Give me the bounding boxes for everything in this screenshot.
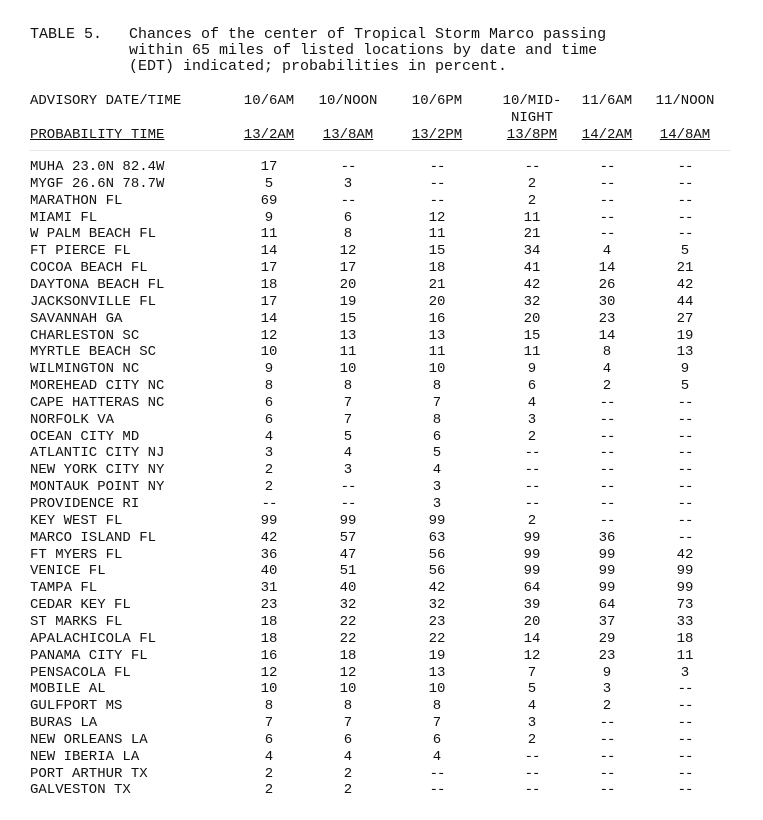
location-name: TAMPA FL [30,580,98,596]
probability-cell: 40 [339,580,357,596]
probability-cell: 22 [339,631,357,647]
location-name: PROVIDENCE RI [30,496,140,512]
probability-time-header: 13/8PM [506,127,558,143]
probability-cell: -- [677,159,693,175]
probability-cell: 14 [260,311,278,327]
location-name: PENSACOLA FL [30,665,131,681]
probability-cell: 3 [527,715,537,731]
probability-cell: -- [677,749,693,765]
probability-cell: 40 [260,563,278,579]
probability-cell: 73 [676,597,694,613]
probability-cell: 4 [432,462,442,478]
probability-cell: -- [599,715,615,731]
location-name: PORT ARTHUR TX [30,766,148,782]
probability-cell: 4 [602,243,612,259]
probability-cell: -- [677,530,693,546]
probability-cell: -- [677,193,693,209]
probability-cell: 10 [339,681,357,697]
probability-cell: 6 [343,210,353,226]
probability-cell: -- [599,782,615,798]
probability-cell: 14 [598,328,616,344]
probability-cell: 6 [264,395,274,411]
location-name: W PALM BEACH FL [30,226,157,242]
probability-cell: -- [677,496,693,512]
probability-cell: 2 [264,782,274,798]
probability-cell: -- [599,226,615,242]
probability-cell: 57 [339,530,357,546]
probability-cell: -- [599,732,615,748]
location-name: DAYTONA BEACH FL [30,277,165,293]
location-name: NORFOLK VA [30,412,115,428]
probability-cell: 20 [523,311,541,327]
probability-cell: 99 [598,580,616,596]
probability-cell: 10 [428,681,446,697]
probability-cell: 16 [260,648,278,664]
probability-cell: 2 [264,462,274,478]
location-name: CEDAR KEY FL [30,597,131,613]
probability-cell: 5 [432,445,442,461]
location-name: OCEAN CITY MD [30,429,140,445]
probability-cell: 20 [339,277,357,293]
probability-cell: 2 [527,732,537,748]
probability-cell: -- [677,445,693,461]
probability-cell: -- [429,176,445,192]
probability-cell: -- [677,176,693,192]
probability-cell: 5 [680,243,690,259]
probability-cell: 9 [527,361,537,377]
probability-cell: 6 [343,732,353,748]
probability-cell: -- [340,496,356,512]
location-name: VENICE FL [30,563,106,579]
probability-cell: 3 [602,681,612,697]
probability-cell: 5 [680,378,690,394]
probability-cell: -- [524,445,540,461]
probability-cell: 2 [264,479,274,495]
probability-cell: 8 [264,698,274,714]
probability-cell: 10 [260,344,278,360]
probability-cell: 11 [523,210,541,226]
probability-cell: 4 [432,749,442,765]
probability-cell: 15 [339,311,357,327]
probability-cell: 16 [428,311,446,327]
probability-cell: 15 [523,328,541,344]
advisory-time-header: 11/NOON [655,93,715,109]
location-name: FT MYERS FL [30,547,123,563]
location-name: NEW IBERIA LA [30,749,140,765]
probability-cell: 4 [264,749,274,765]
probability-cell: 8 [602,344,612,360]
probability-cell: 8 [343,226,353,242]
probability-cell: -- [677,766,693,782]
probability-cell: 36 [598,530,616,546]
probability-cell: 42 [260,530,278,546]
location-name: PANAMA CITY FL [30,648,148,664]
probability-cell: 2 [602,378,612,394]
probability-cell: 14 [598,260,616,276]
probability-cell: 4 [343,749,353,765]
probability-cell: 27 [676,311,694,327]
advisory-time-header: 10/6PM [411,93,463,109]
probability-cell: 7 [264,715,274,731]
probability-cell: 22 [428,631,446,647]
probability-cell: 23 [598,311,616,327]
probability-cell: -- [599,176,615,192]
probability-time-header: 13/2AM [243,127,295,143]
advisory-time-header: 11/6AM [581,93,633,109]
probability-cell: -- [429,159,445,175]
probability-cell: 42 [676,277,694,293]
probability-cell: 42 [676,547,694,563]
probability-cell: -- [677,226,693,242]
probability-cell: 9 [264,210,274,226]
probability-cell: 2 [527,176,537,192]
probability-cell: 99 [260,513,278,529]
probability-time-label: PROBABILITY TIME [30,127,165,143]
probability-cell: -- [677,513,693,529]
probability-time-header: 14/8AM [659,127,711,143]
probability-cell: 17 [339,260,357,276]
probability-cell: 2 [527,193,537,209]
probability-cell: 17 [260,294,278,310]
probability-cell: 47 [339,547,357,563]
probability-cell: -- [677,479,693,495]
probability-cell: 2 [343,766,353,782]
probability-cell: 12 [260,665,278,681]
probability-cell: 2 [602,698,612,714]
probability-cell: 18 [676,631,694,647]
probability-cell: 51 [339,563,357,579]
probability-time-header: 13/2PM [411,127,463,143]
location-name: MOBILE AL [30,681,106,697]
probability-cell: 18 [260,631,278,647]
probability-cell: -- [677,732,693,748]
probability-cell: -- [429,193,445,209]
probability-cell: 21 [676,260,694,276]
probability-time-header: 14/2AM [581,127,633,143]
probability-cell: 18 [260,277,278,293]
location-name: BURAS LA [30,715,98,731]
probability-cell: 9 [680,361,690,377]
advisory-datetime-label: ADVISORY DATE/TIME [30,93,182,109]
probability-cell: -- [599,210,615,226]
probability-cell: 8 [264,378,274,394]
probability-cell: -- [524,479,540,495]
probability-cell: 36 [260,547,278,563]
probability-cell: 4 [527,395,537,411]
probability-cell: 2 [343,782,353,798]
probability-cell: -- [599,462,615,478]
probability-cell: -- [599,766,615,782]
probability-cell: 6 [432,429,442,445]
location-name: APALACHICOLA FL [30,631,157,647]
location-name: FT PIERCE FL [30,243,131,259]
location-name: WILMINGTON NC [30,361,140,377]
probability-cell: 31 [260,580,278,596]
header-divider [30,150,730,151]
probability-cell: 11 [339,344,357,360]
probability-cell: 9 [264,361,274,377]
probability-cell: -- [677,715,693,731]
probability-cell: 18 [260,614,278,630]
probability-cell: -- [599,193,615,209]
advisory-time-header: 10/6AM [243,93,295,109]
probability-cell: 11 [676,648,694,664]
probability-cell: 7 [432,715,442,731]
probability-cell: 2 [527,429,537,445]
location-name: GALVESTON TX [30,782,131,798]
location-name: ATLANTIC CITY NJ [30,445,165,461]
probability-cell: 7 [343,395,353,411]
probability-cell: 64 [598,597,616,613]
advisory-time-header: 10/NOON [318,93,378,109]
probability-cell: -- [599,749,615,765]
probability-cell: 63 [428,530,446,546]
probability-cell: -- [524,159,540,175]
probability-cell: 14 [260,243,278,259]
location-name: NEW YORK CITY NY [30,462,165,478]
location-name: JACKSONVILLE FL [30,294,157,310]
probability-cell: -- [599,412,615,428]
probability-cell: -- [599,496,615,512]
probability-cell: 32 [523,294,541,310]
probability-cell: 11 [260,226,278,242]
probability-cell: 8 [343,698,353,714]
probability-cell: 4 [343,445,353,461]
probability-cell: 21 [428,277,446,293]
probability-cell: 29 [598,631,616,647]
table-number: TABLE 5. [30,26,103,43]
probability-cell: 4 [264,429,274,445]
probability-cell: 21 [523,226,541,242]
probability-cell: 42 [428,580,446,596]
probability-cell: 19 [676,328,694,344]
probability-cell: -- [524,766,540,782]
probability-cell: 99 [523,547,541,563]
probability-cell: 12 [339,665,357,681]
probability-cell: 11 [428,226,446,242]
probability-cell: 64 [523,580,541,596]
probability-cell: 3 [264,445,274,461]
probability-cell: 2 [264,766,274,782]
probability-cell: 3 [432,479,442,495]
probability-cell: -- [340,479,356,495]
probability-cell: 33 [676,614,694,630]
probability-cell: 99 [598,563,616,579]
probability-cell: 18 [339,648,357,664]
probability-cell: 7 [343,412,353,428]
probability-cell: 23 [260,597,278,613]
probability-cell: 3 [343,176,353,192]
probability-cell: 99 [339,513,357,529]
location-name: NEW ORLEANS LA [30,732,148,748]
probability-cell: 5 [264,176,274,192]
probability-cell: 6 [527,378,537,394]
probability-cell: -- [677,462,693,478]
probability-cell: 2 [527,513,537,529]
probability-cell: 56 [428,563,446,579]
probability-cell: 32 [428,597,446,613]
probability-cell: 41 [523,260,541,276]
probability-cell: 17 [260,159,278,175]
probability-cell: 11 [428,344,446,360]
probability-cell: -- [524,496,540,512]
probability-cell: 39 [523,597,541,613]
probability-cell: -- [599,479,615,495]
probability-cell: 99 [676,563,694,579]
probability-cell: -- [599,513,615,529]
probability-cell: 18 [428,260,446,276]
probability-cell: 19 [428,648,446,664]
probability-cell: 8 [343,378,353,394]
location-name: MARATHON FL [30,193,123,209]
probability-cell: 13 [676,344,694,360]
probability-cell: 6 [264,412,274,428]
probability-cell: -- [261,496,277,512]
probability-cell: 3 [432,496,442,512]
probability-cell: 69 [260,193,278,209]
probability-cell: 11 [523,344,541,360]
probability-cell: 7 [432,395,442,411]
probability-cell: -- [429,782,445,798]
probability-cell: 9 [602,665,612,681]
probability-cell: -- [677,698,693,714]
probability-cell: 3 [343,462,353,478]
probability-cell: -- [677,681,693,697]
location-name: SAVANNAH GA [30,311,123,327]
probability-cell: -- [429,766,445,782]
probability-time-header: 13/8AM [322,127,374,143]
probability-cell: 37 [598,614,616,630]
probability-cell: 5 [343,429,353,445]
probability-cell: 26 [598,277,616,293]
probability-cell: 13 [339,328,357,344]
probability-cell: 8 [432,378,442,394]
probability-cell: 7 [343,715,353,731]
location-name: MARCO ISLAND FL [30,530,157,546]
probability-cell: 14 [523,631,541,647]
probability-cell: -- [524,462,540,478]
probability-cell: 8 [432,412,442,428]
probability-cell: 12 [428,210,446,226]
probability-cell: 99 [428,513,446,529]
probability-cell: -- [340,193,356,209]
location-name: MONTAUK POINT NY [30,479,165,495]
probability-cell: 23 [598,648,616,664]
probability-cell: 10 [339,361,357,377]
probability-cell: -- [677,412,693,428]
probability-cell: -- [599,445,615,461]
probability-cell: 30 [598,294,616,310]
caption-line-2: within 65 miles of listed locations by date and time [129,42,598,59]
probability-cell: 3 [527,412,537,428]
probability-cell: 8 [432,698,442,714]
probability-cell: 6 [264,732,274,748]
probability-cell: 4 [527,698,537,714]
location-name: MUHA 23.0N 82.4W [30,159,165,175]
location-name: MIAMI FL [30,210,98,226]
probability-cell: 19 [339,294,357,310]
probability-cell: 99 [598,547,616,563]
probability-cell: 17 [260,260,278,276]
probability-cell: 3 [680,665,690,681]
location-name: KEY WEST FL [30,513,123,529]
probability-cell: -- [677,210,693,226]
location-name: GULFPORT MS [30,698,123,714]
probability-cell: -- [524,749,540,765]
probability-cell: -- [677,429,693,445]
location-name: MYGF 26.6N 78.7W [30,176,165,192]
probability-cell: 13 [428,665,446,681]
probability-cell: 4 [602,361,612,377]
probability-cell: 34 [523,243,541,259]
caption-line-3: (EDT) indicated; probabilities in percent. [129,58,508,75]
probability-cell: 42 [523,277,541,293]
probability-cell: -- [340,159,356,175]
location-name: CHARLESTON SC [30,328,140,344]
probability-cell: 20 [523,614,541,630]
location-name: MYRTLE BEACH SC [30,344,157,360]
caption-line-1: Chances of the center of Tropical Storm Marco passing [129,26,607,43]
probability-cell: 10 [260,681,278,697]
probability-cell: 22 [339,614,357,630]
probability-cell: -- [524,782,540,798]
probability-cell: 32 [339,597,357,613]
probability-cell: 15 [428,243,446,259]
probability-cell: -- [599,429,615,445]
location-name: COCOA BEACH FL [30,260,148,276]
probability-cell: 44 [676,294,694,310]
location-name: CAPE HATTERAS NC [30,395,165,411]
advisory-time-header: 10/MID- NIGHT [502,93,562,126]
probability-cell: -- [599,395,615,411]
probability-cell: 7 [527,665,537,681]
probability-cell: 12 [523,648,541,664]
probability-cell: 10 [428,361,446,377]
probability-cell: -- [677,395,693,411]
location-name: MOREHEAD CITY NC [30,378,165,394]
probability-cell: -- [599,159,615,175]
probability-cell: 99 [523,563,541,579]
probability-cell: 6 [432,732,442,748]
probability-cell: 12 [260,328,278,344]
probability-cell: -- [677,782,693,798]
probability-cell: 99 [523,530,541,546]
probability-cell: 13 [428,328,446,344]
probability-cell: 20 [428,294,446,310]
probability-cell: 12 [339,243,357,259]
probability-cell: 99 [676,580,694,596]
probability-cell: 56 [428,547,446,563]
probability-cell: 5 [527,681,537,697]
probability-cell: 23 [428,614,446,630]
location-name: ST MARKS FL [30,614,123,630]
